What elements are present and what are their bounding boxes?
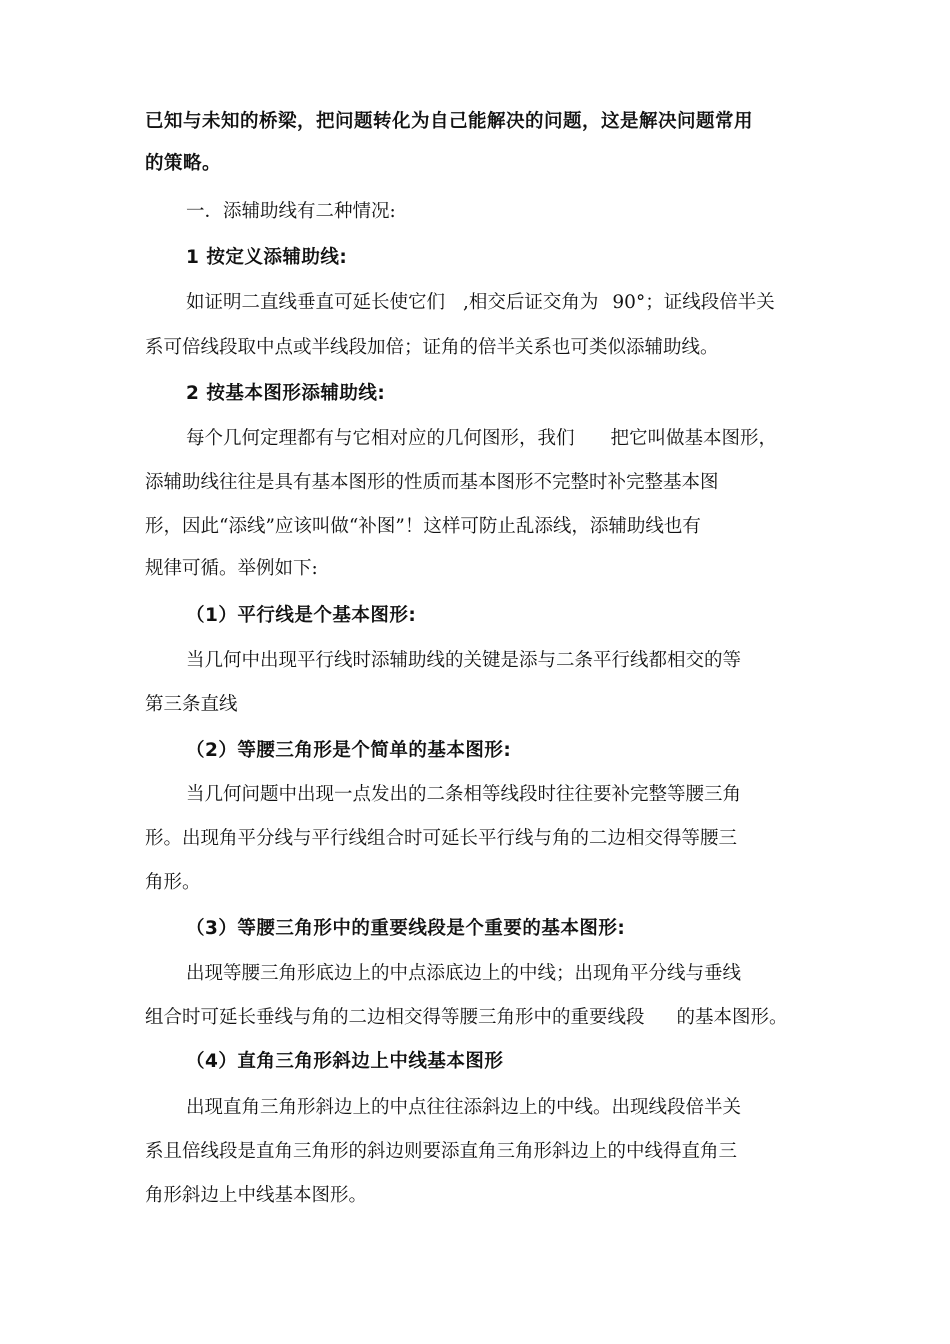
sub-2-heading: 2 按基本图形添辅助线: [186,383,386,404]
item-1-heading: （1）平行线是个基本图形: [186,605,417,626]
item-2-line-3: 角形。 [145,872,201,893]
sub-1-heading: 1 按定义添辅助线: [186,247,348,268]
item-1-line-2: 第三条直线 [145,694,238,715]
sub-2-line-1b: 把它叫做基本图形， [610,428,778,449]
sub-2-line-1a: 每个几何定理都有与它相对应的几何图形，我们 [186,428,575,449]
item-3-heading: （3）等腰三角形中的重要线段是个重要的基本图形: [186,918,626,939]
item-3-line-2a: 组合时可延长垂线与角的二边相交得等腰三角形中的重要线段 [145,1007,645,1028]
sub-1-line-1a: 如证明二直线垂直可延长使它们 [186,292,446,313]
item-3-line-1: 出现等腰三角形底边上的中点添底边上的中线；出现角平分线与垂线 [186,963,742,984]
sub-1-line-1 [186,290,775,316]
sub-2-line-4: 规律可循。举例如下: [145,558,318,579]
item-3-line-2b: 的基本图形。 [676,1007,788,1028]
sub-1-line-1c: 90°；证线段倍半关 [612,292,775,313]
intro-line-1: 已知与未知的桥梁，把问题转化为自己能解决的问题，这是解决问题常用 [145,111,754,132]
item-4-heading: （4）直角三角形斜边上中线基本图形 [186,1051,504,1072]
item-2-line-2: 形。出现角平分线与平行线组合时可延长平行线与角的二边相交得等腰三 [145,828,738,849]
item-1-line-1: 当几何中出现平行线时添辅助线的关键是添与二条平行线都相交的等 [186,650,742,671]
item-2-line-1: 当几何问题中出现一点发出的二条相等线段时往往要补完整等腰三角 [186,784,742,805]
item-4-line-2: 系且倍线段是直角三角形的斜边则要添直角三角形斜边上的中线得直角三 [145,1141,738,1162]
intro-line-2: 的策略。 [145,153,222,174]
item-4-line-3: 角形斜边上中线基本图形。 [145,1185,368,1206]
sub-2-line-3: 形，因此“添线”应该叫做“补图”！这样可防止乱添线，添辅助线也有 [145,516,701,537]
sub-1-line-2: 系可倍线段取中点或半线段加倍；证角的倍半关系也可类似添辅助线。 [145,337,719,358]
sub-2-line-1 [186,426,777,452]
item-4-line-1: 出现直角三角形斜边上的中点往往添斜边上的中线。出现线段倍半关 [186,1097,742,1118]
sub-1-line-1b: ,相交后证交角为 [463,292,599,313]
item-2-heading: （2）等腰三角形是个简单的基本图形: [186,740,512,761]
item-3-line-2 [145,1005,788,1031]
sub-2-line-2: 添辅助线往往是具有基本图形的性质而基本图形不完整时补完整基本图 [145,472,719,493]
section-1-heading: 一．添辅助线有二种情况: [186,201,396,222]
